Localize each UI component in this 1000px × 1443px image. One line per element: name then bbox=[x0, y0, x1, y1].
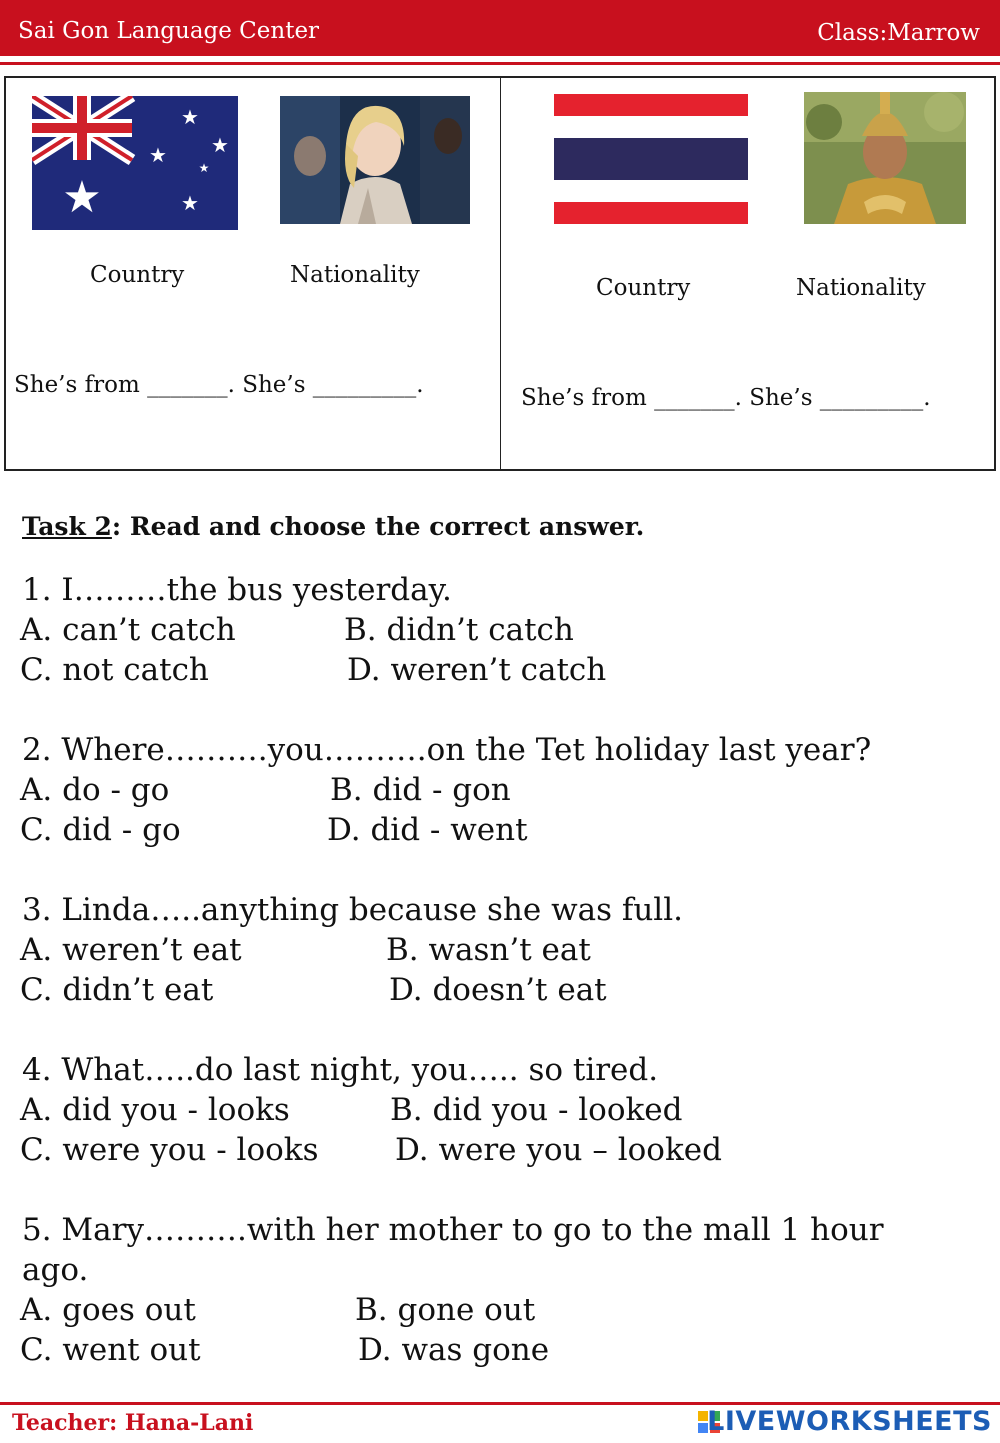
school-name: Sai Gon Language Center bbox=[18, 18, 320, 44]
grid-divider bbox=[500, 78, 501, 469]
woman-photo-2 bbox=[804, 92, 966, 224]
q5-option-d[interactable]: D. was gone bbox=[358, 1332, 550, 1368]
q3-option-a[interactable]: A. weren’t eat bbox=[20, 932, 242, 968]
teacher-name: Teacher: Hana-Lani bbox=[12, 1410, 254, 1436]
svg-text:★: ★ bbox=[181, 105, 199, 129]
q4-option-a[interactable]: A. did you - looks bbox=[20, 1092, 290, 1128]
q1-option-d[interactable]: D. weren’t catch bbox=[347, 652, 607, 688]
question-2: 2. Where……….you……….on the Tet holiday last year? bbox=[22, 732, 872, 768]
thailand-flag-icon bbox=[554, 94, 748, 224]
svg-text:★: ★ bbox=[62, 172, 102, 223]
svg-text:★: ★ bbox=[181, 191, 199, 215]
liveworksheets-brand[interactable]: LIVEWORKSHEETS bbox=[707, 1406, 992, 1437]
country-label-1: Country bbox=[90, 262, 185, 288]
header-bar bbox=[0, 0, 1000, 56]
task-2-instruction: : Read and choose the correct answer. bbox=[111, 512, 645, 541]
q1-option-c[interactable]: C. not catch bbox=[20, 652, 209, 688]
nationality-label-1: Nationality bbox=[290, 262, 420, 288]
q5-option-c[interactable]: C. went out bbox=[20, 1332, 201, 1368]
question-3: 3. Linda…..anything because she was full. bbox=[22, 892, 683, 928]
q3-option-d[interactable]: D. doesn’t eat bbox=[389, 972, 607, 1008]
q2-option-a[interactable]: A. do - go bbox=[20, 772, 170, 808]
footer-rule bbox=[0, 1402, 1000, 1405]
svg-text:★: ★ bbox=[198, 161, 210, 175]
header-rule bbox=[0, 62, 1000, 65]
q2-option-c[interactable]: C. did - go bbox=[20, 812, 181, 848]
question-1: 1. I………the bus yesterday. bbox=[22, 572, 452, 608]
q3-option-b[interactable]: B. wasn’t eat bbox=[386, 932, 591, 968]
q1-option-b[interactable]: B. didn’t catch bbox=[344, 612, 574, 648]
question-4: 4. What…..do last night, you….. so tired. bbox=[22, 1052, 659, 1088]
q4-option-d[interactable]: D. were you – looked bbox=[395, 1132, 722, 1168]
q2-option-b[interactable]: B. did - gon bbox=[330, 772, 511, 808]
q5-option-b[interactable]: B. gone out bbox=[355, 1292, 536, 1328]
svg-text:★: ★ bbox=[149, 143, 167, 167]
svg-text:★: ★ bbox=[211, 133, 229, 157]
australia-flag-icon bbox=[32, 96, 238, 230]
country-grid bbox=[4, 76, 996, 471]
task-2-title bbox=[22, 512, 644, 541]
task-2-prefix: Task 2 bbox=[22, 512, 112, 541]
nationality-label-2: Nationality bbox=[796, 275, 926, 301]
q4-option-b[interactable]: B. did you - looked bbox=[390, 1092, 683, 1128]
country-label-2: Country bbox=[596, 275, 691, 301]
question-5-continued: ago. bbox=[22, 1252, 89, 1288]
q1-option-a[interactable]: A. can’t catch bbox=[20, 612, 236, 648]
q5-option-a[interactable]: A. goes out bbox=[20, 1292, 196, 1328]
class-label: Class:Marrow bbox=[817, 20, 980, 46]
question-5: 5. Mary……….with her mother to go to the mall 1 hour bbox=[22, 1212, 884, 1248]
woman-photo-1 bbox=[280, 96, 470, 224]
q2-option-d[interactable]: D. did - went bbox=[327, 812, 528, 848]
q3-option-c[interactable]: C. didn’t eat bbox=[20, 972, 214, 1008]
sentence-2[interactable]: She’s from _______. She’s _________. bbox=[521, 385, 931, 411]
sentence-1[interactable]: She’s from _______. She’s _________. bbox=[14, 372, 424, 398]
q4-option-c[interactable]: C. were you - looks bbox=[20, 1132, 319, 1168]
